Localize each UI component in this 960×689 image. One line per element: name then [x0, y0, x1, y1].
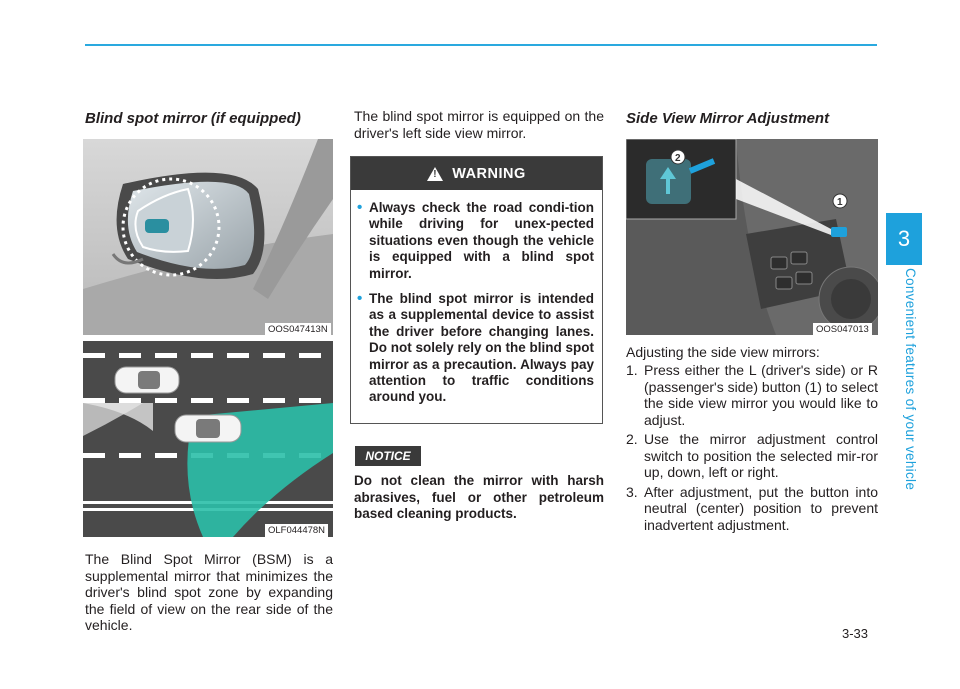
bsm-description: The Blind Spot Mirror (BSM) is a supplemental mirror that minimizes the driver's blind spot zone by expanding the field of view on the rear side of the vehicle.: [85, 551, 333, 633]
side-mirror-illustration: [83, 139, 333, 335]
figure-code: OOS047413N: [265, 323, 331, 336]
step-text: After adjustment, put the button into neutral (center) position to prevent inadvertent adjustment.: [644, 483, 878, 533]
road-blind-spot-illustration: [83, 341, 333, 537]
chapter-tab: 3: [886, 213, 922, 265]
step-number: 2.: [626, 431, 638, 447]
notice-text: Do not clean the mirror with harsh abrasives, fuel or other petroleum based cleaning products.: [354, 473, 604, 521]
step-text: Use the mirror adjustment control switch to position the selected mir-ror up, down, left or right.: [644, 431, 878, 480]
warning-item: • The blind spot mirror is intended as a supplemental device to assist the driver before changing lanes. Do not solely rely on the blind spot mirror as a precaution. Always pay attention to traffic conditions around you.: [369, 291, 594, 406]
bsm-location-text: The blind spot mirror is equipped on the driver's left side view mirror.: [354, 108, 604, 141]
blind-spot-mirror-figure: [83, 139, 333, 335]
step-text: Press either the L (driver's side) or R (passenger's side) button (1) to select the side view mirror you would like to adjust.: [644, 362, 878, 428]
callout-2: 2: [675, 153, 681, 164]
side-view-mirror-heading: Side View Mirror Adjustment: [626, 110, 830, 127]
notice-label: NOTICE: [355, 446, 421, 466]
blind-spot-mirror-heading: Blind spot mirror (if equipped): [85, 110, 301, 127]
page-number: 3-33: [842, 626, 869, 641]
mirror-switch-figure: [626, 139, 878, 335]
step-number: 1.: [626, 362, 638, 378]
warning-title: WARNING: [452, 165, 526, 182]
step-item: [626, 362, 878, 428]
header-rule: [85, 44, 877, 46]
callout-1: 1: [837, 197, 843, 208]
figure-code: OOS047013: [813, 323, 872, 336]
car-icon: [115, 367, 179, 393]
warning-list: [351, 190, 602, 406]
warning-box: [350, 156, 603, 424]
warning-item: • Always check the road condi-tion while driving for unex-pected situations even though the vehicle is equipped with a blind spot mirror.: [369, 200, 594, 282]
adjust-intro: Adjusting the side view mirrors:: [626, 344, 820, 360]
warning-triangle-icon: !: [427, 167, 443, 181]
blind-spot-zone-figure: [83, 341, 333, 537]
door-panel-illustration: [626, 139, 878, 335]
adjustment-steps: [626, 362, 878, 536]
step-item: [626, 484, 878, 534]
chapter-title: Convenient features of your vehicle: [903, 268, 918, 491]
step-item: [626, 431, 878, 481]
step-number: 3.: [626, 483, 638, 500]
warning-header: [351, 157, 602, 190]
figure-code: OLF044478N: [265, 524, 328, 537]
